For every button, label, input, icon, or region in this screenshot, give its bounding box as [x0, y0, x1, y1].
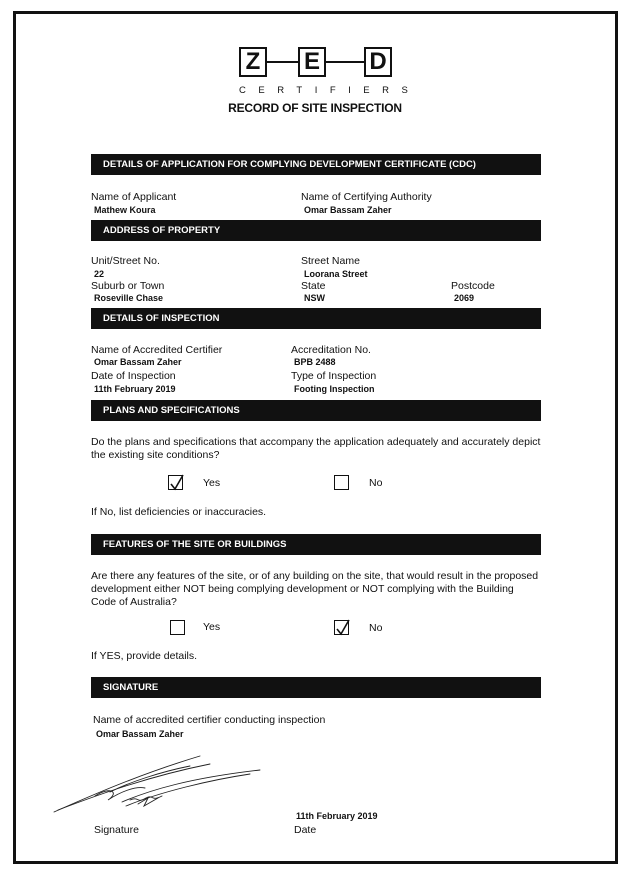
- logo-line-right: [326, 61, 364, 63]
- suburb-label: Suburb or Town: [91, 280, 165, 292]
- section-header-features: FEATURES OF THE SITE OR BUILDINGS: [91, 534, 541, 555]
- features-question: Are there any features of the site, or of any building on the site, that would result in the proposed development either NOT being complying development or NOT complying with the Building Code of Australia?: [91, 570, 539, 608]
- section-header-property: ADDRESS OF PROPERTY: [91, 220, 541, 241]
- logo-subtitle: CERTIFIERS: [239, 85, 421, 96]
- suburb-value: Roseville Chase: [94, 293, 164, 303]
- check-icon: [168, 473, 186, 493]
- signature-name-value: Omar Bassam Zaher: [96, 729, 184, 739]
- inspection-type-label: Type of Inspection: [291, 370, 377, 382]
- inspection-type-value: Footing Inspection: [294, 384, 375, 394]
- features-no-checkbox[interactable]: [334, 620, 349, 635]
- plans-no-label: No: [369, 477, 383, 489]
- state-value: NSW: [304, 293, 325, 303]
- features-followup: If YES, provide details.: [91, 650, 198, 662]
- check-icon: [334, 618, 352, 638]
- features-yes-checkbox[interactable]: [170, 620, 185, 635]
- handwritten-signature: [50, 752, 280, 822]
- applicant-value: Mathew Koura: [94, 205, 156, 215]
- unit-label: Unit/Street No.: [91, 255, 160, 267]
- plans-question: Do the plans and specifications that accompany the application adequately and accurately depict the existing site conditions?: [91, 436, 541, 461]
- section-header-application: DETAILS OF APPLICATION FOR COMPLYING DEVELOPMENT CERTIFICATE (CDC): [91, 154, 541, 175]
- logo-line-left: [266, 61, 298, 63]
- logo-letter-z: Z: [239, 47, 267, 77]
- postcode-label: Postcode: [451, 280, 495, 292]
- document-title: RECORD OF SITE INSPECTION: [228, 101, 402, 115]
- plans-yes-label: Yes: [203, 477, 221, 489]
- accreditation-label: Accreditation No.: [291, 344, 371, 356]
- certifier-label: Name of Accredited Certifier: [91, 344, 223, 356]
- plans-followup: If No, list deficiencies or inaccuracies.: [91, 506, 267, 518]
- logo-letter-e: E: [298, 47, 326, 77]
- applicant-label: Name of Applicant: [91, 191, 177, 203]
- signature-name-label: Name of accredited certifier conducting inspection: [93, 714, 326, 726]
- section-header-signature: SIGNATURE: [91, 677, 541, 698]
- date-label: Date: [294, 824, 317, 836]
- features-no-label: No: [369, 622, 383, 634]
- plans-no-checkbox[interactable]: [334, 475, 349, 490]
- unit-value: 22: [94, 269, 105, 279]
- section-header-inspection: DETAILS OF INSPECTION: [91, 308, 541, 329]
- certifying-authority-label: Name of Certifying Authority: [301, 191, 432, 203]
- street-value: Loorana Street: [304, 269, 368, 279]
- signature-label: Signature: [94, 824, 139, 836]
- features-yes-label: Yes: [203, 621, 221, 633]
- logo-letter-d: D: [364, 47, 392, 77]
- section-header-plans: PLANS AND SPECIFICATIONS: [91, 400, 541, 421]
- certifying-authority-value: Omar Bassam Zaher: [304, 205, 392, 215]
- inspection-date-label: Date of Inspection: [91, 370, 176, 382]
- postcode-value: 2069: [454, 293, 475, 303]
- state-label: State: [301, 280, 326, 292]
- accreditation-value: BPB 2488: [294, 357, 336, 367]
- street-label: Street Name: [301, 255, 360, 267]
- inspection-date-value: 11th February 2019: [94, 384, 176, 394]
- certifier-value: Omar Bassam Zaher: [94, 357, 182, 367]
- plans-yes-checkbox[interactable]: [168, 475, 183, 490]
- signature-date-value: 11th February 2019: [296, 811, 378, 821]
